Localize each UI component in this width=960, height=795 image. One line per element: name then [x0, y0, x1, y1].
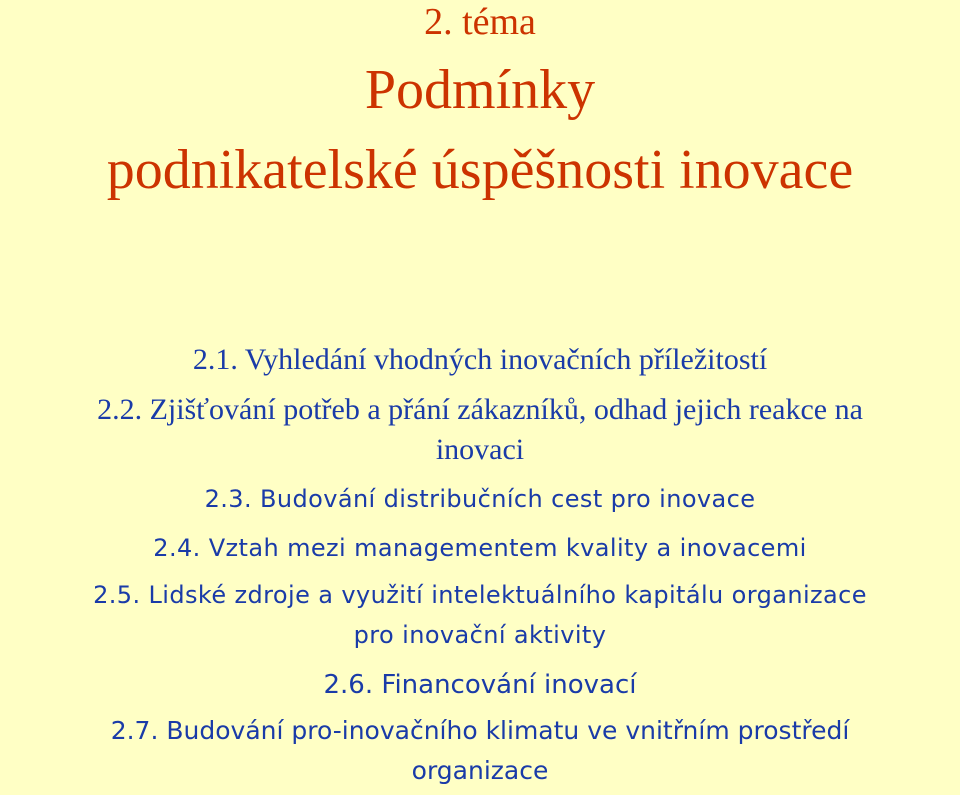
- list-item: [0, 666, 960, 704]
- item-text-line2: inovaci: [435, 433, 525, 466]
- item-text-line2: pro inovační aktivity: [353, 621, 607, 649]
- item-text: Vztah mezi managementem kvality a inovacemi: [208, 534, 807, 562]
- list-item-continuation: [0, 432, 960, 468]
- list-item: [0, 712, 960, 750]
- list-item-continuation: [0, 752, 960, 790]
- item-text-line1: Zjišťování potřeb a přání zákazníků, odhad jejich reakce na: [149, 393, 863, 426]
- item-number: 2.1.: [192, 343, 238, 376]
- list-item: [0, 577, 960, 613]
- slide-title-line1: Podmínky: [364, 59, 596, 121]
- item-number: 2.6.: [323, 670, 374, 700]
- list-item: [0, 481, 960, 517]
- item-text-line1: Lidské zdroje a využití intelektuálního kapitálu organizace: [148, 581, 867, 609]
- list-item-continuation: [0, 617, 960, 653]
- item-number: 2.2.: [97, 393, 143, 426]
- list-item: [0, 530, 960, 566]
- list-item: [0, 392, 960, 428]
- list-item: [0, 342, 960, 378]
- item-number: 2.5.: [93, 581, 141, 609]
- item-text: Financování inovací: [381, 670, 637, 700]
- item-number: 2.7.: [110, 716, 159, 745]
- item-text-line2: organizace: [411, 756, 549, 785]
- topic-heading: 2. téma: [424, 1, 536, 43]
- item-text: Vyhledání vhodných inovačních příležitostí: [244, 343, 768, 376]
- slide-title-line2: podnikatelské úspěšnosti inovace: [106, 139, 854, 201]
- item-text: Budování distribučních cest pro inovace: [260, 485, 756, 513]
- item-text-line1: Budování pro-inovačního klimatu ve vnitřním prostředí: [166, 716, 850, 745]
- item-number: 2.4.: [153, 534, 201, 562]
- item-number: 2.3.: [204, 485, 253, 513]
